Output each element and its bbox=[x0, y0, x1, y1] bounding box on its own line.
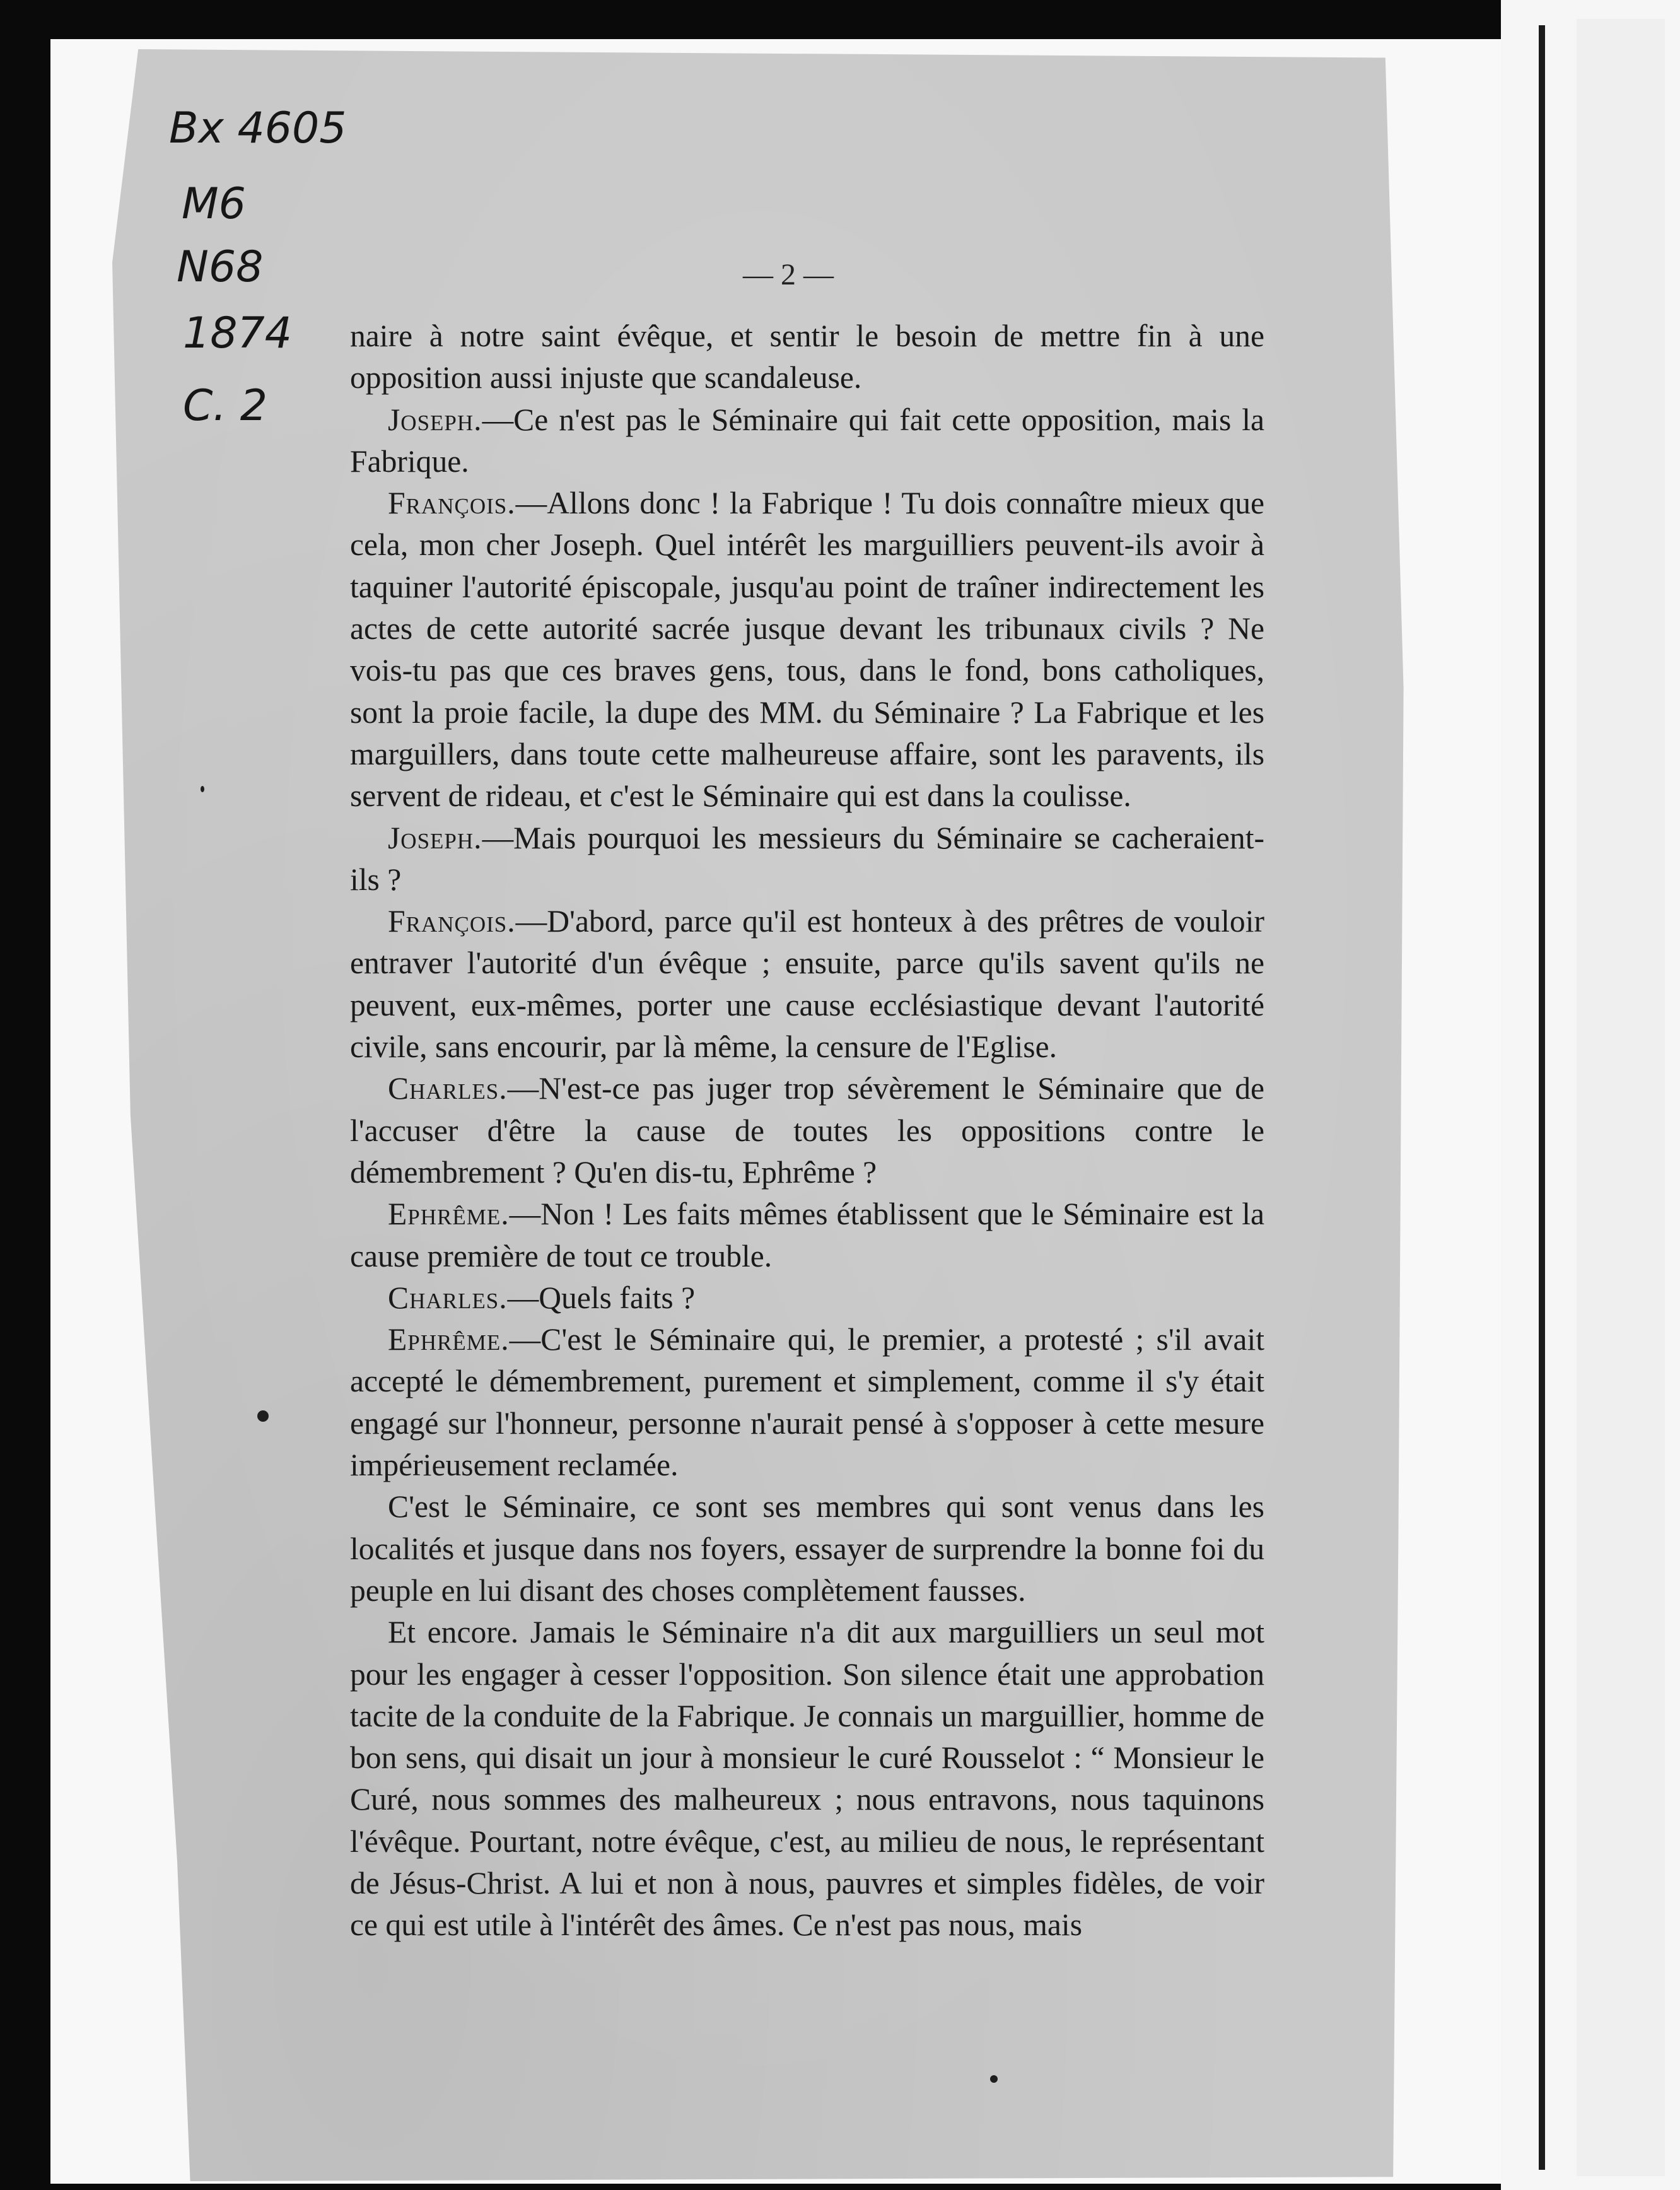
paragraph-text: —Quels faits ? bbox=[507, 1280, 696, 1315]
speaker-name: Ephrême. bbox=[388, 1197, 510, 1232]
paragraph-text: Et encore. Jamais le Séminaire n'a dit aux marguilliers un seul mot pour les engager à cesser l'opposition. Son silence était une approbation tacite de la conduite de la Fabrique. Je connais un marguillier, homme de bon sens, qui disait un jour à monsieur le curé Rousselot : “ Monsieur le Curé, nous sommes des malheureux ; nous entravons, nous taquinons l'évêque. Pourtant, notre évêque, c'est, au milieu de nous, le représentant de Jésus-Christ. A lui et non à nous, pauvres et simples fidèles, de voir ce qui est utile à l'intérêt des âmes. Ce n'est pas nous, mais bbox=[350, 1615, 1264, 1943]
paragraph-text: —Allons donc ! la Fabrique ! Tu dois connaître mieux que cela, mon cher Joseph. Quel intérêt les marguilliers peuvent-ils avoir à taquiner l'autorité épiscopale, jusqu'au point de traîner indirectement les actes de cette autorité sacrée jusque devant les tribunaux civils ? Ne vois-tu pas que ces braves gens, tous, dans le fond, bons catholiques, sont la proie facile, la dupe des MM. du Séminaire ? La Fabrique et les marguillers, dans toute cette malheureuse affaire, sont les paravents, ils servent de rideau, et c'est le Séminaire qui est dans la coulisse. bbox=[350, 486, 1264, 814]
paragraph-text: —N'est-ce pas juger trop sévèrement le Séminaire que de l'accuser d'être la cause de toutes les oppositions contre le démembrement ? Qu'en dis-tu, Ephrême ? bbox=[350, 1071, 1264, 1190]
call-number-line: N68 bbox=[177, 242, 264, 292]
speaker-name: Joseph. bbox=[388, 402, 482, 437]
speaker-name: Ephrême. bbox=[388, 1322, 510, 1357]
paragraph bbox=[350, 1277, 1264, 1319]
body-text bbox=[350, 315, 1264, 1947]
paragraph-text: —D'abord, parce qu'il est honteux à des prêtres de vouloir entraver l'autorité d'un évêque ; ensuite, parce qu'ils savent qu'ils ne peuvent, eux-mêmes, porter une cause ecclésiastique devant l'autorité civile, sans encourir, par là même, la censure de l'Eglise. bbox=[350, 904, 1264, 1065]
ink-speck bbox=[257, 1410, 269, 1422]
next-page-edge bbox=[1577, 19, 1665, 2176]
paragraph-text: C'est le Séminaire, ce sont ses membres qui sont venus dans les localités et jusque dans nos foyers, essayer de surprendre la bonne foi du peuple en lui disant des choses complètement fausses. bbox=[350, 1489, 1264, 1608]
paragraph bbox=[350, 1068, 1264, 1193]
paragraph bbox=[350, 483, 1264, 817]
paragraph bbox=[350, 399, 1264, 483]
paragraph bbox=[350, 817, 1264, 901]
paragraph-text: —C'est le Séminaire qui, le premier, a protesté ; s'il avait accepté le démembrement, purement et simplement, comme il s'y était engagé sur l'honneur, personne n'aurait pensé à s'opposer à cette mesure impérieusement reclamée. bbox=[350, 1322, 1264, 1483]
scan-gutter-line bbox=[1539, 25, 1545, 2170]
paragraph bbox=[350, 1612, 1264, 1946]
speaker-name: Charles. bbox=[388, 1071, 508, 1106]
call-number-line: C. 2 bbox=[183, 381, 267, 431]
ink-speck bbox=[201, 786, 204, 792]
paragraph-text: —Non ! Les faits mêmes établissent que le Séminaire est la cause première de tout ce trouble. bbox=[350, 1197, 1264, 1274]
paragraph bbox=[350, 1486, 1264, 1612]
call-number-line: 1874 bbox=[183, 308, 293, 358]
paragraph bbox=[350, 315, 1264, 399]
paragraph bbox=[350, 1193, 1264, 1277]
speaker-name: Joseph. bbox=[388, 820, 482, 855]
page-number: — 2 — bbox=[743, 258, 834, 291]
speaker-name: François. bbox=[388, 904, 516, 939]
call-number-line: M6 bbox=[182, 179, 246, 229]
paragraph-text: —Mais pourquoi les messieurs du Séminaire se cacheraient-ils ? bbox=[350, 820, 1264, 897]
paragraph-text: naire à notre saint évêque, et sentir le besoin de mettre fin à une opposition aussi injuste que scandaleuse. bbox=[350, 319, 1264, 395]
paragraph bbox=[350, 1319, 1264, 1486]
ink-speck bbox=[990, 2075, 998, 2083]
paragraph-text: —Ce n'est pas le Séminaire qui fait cette opposition, mais la Fabrique. bbox=[350, 402, 1264, 479]
paragraph bbox=[350, 901, 1264, 1068]
call-number-line: Bx 4605 bbox=[169, 103, 347, 153]
speaker-name: Charles. bbox=[388, 1280, 508, 1315]
speaker-name: François. bbox=[388, 486, 516, 521]
